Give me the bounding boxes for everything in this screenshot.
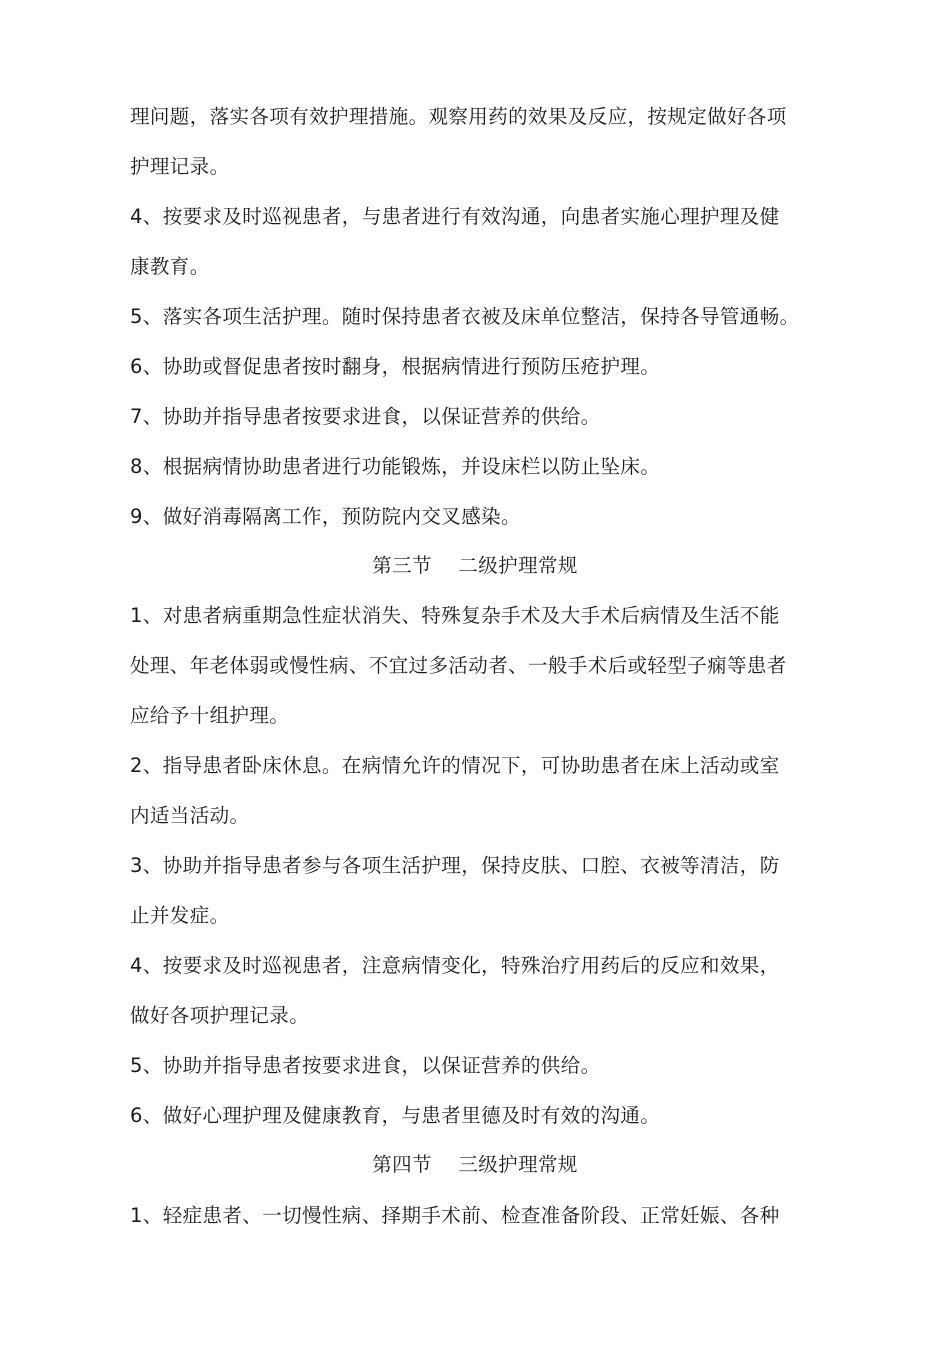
list-item: 9、做好消毒隔离工作，预防院内交叉感染。 xyxy=(130,505,521,528)
list-item-line: 4、按要求及时巡视患者，注意病情变化，特殊治疗用药后的反应和效果， xyxy=(130,954,780,977)
list-item: 5、协助并指导患者按要求进食，以保证营养的供给。 xyxy=(130,1054,601,1077)
paragraph-line: 护理记录。 xyxy=(130,155,230,178)
list-item-line: 应给予十组护理。 xyxy=(130,704,290,727)
list-item-line: 康教育。 xyxy=(130,255,210,278)
list-item: 7、协助并指导患者按要求进食，以保证营养的供给。 xyxy=(130,405,601,428)
list-item: 6、做好心理护理及健康教育，与患者里德及时有效的沟通。 xyxy=(130,1104,661,1127)
list-item-line: 处理、年老体弱或慢性病、不宜过多活动者、一般手术后或轻型子痫等患者 xyxy=(130,654,787,677)
list-item-line: 止并发症。 xyxy=(130,904,230,927)
section-heading: 第四节 三级护理常规 xyxy=(372,1153,578,1176)
list-item-line: 做好各项护理记录。 xyxy=(130,1004,310,1027)
list-item: 8、根据病情协助患者进行功能锻炼，并设床栏以防止坠床。 xyxy=(130,455,661,478)
list-item: 5、落实各项生活护理。随时保持患者衣被及床单位整洁，保持各导管通畅。 xyxy=(130,305,800,328)
list-item-line: 1、轻症患者、一切慢性病、择期手术前、检查准备阶段、正常妊娠、各种 xyxy=(130,1204,780,1227)
list-item-line: 3、协助并指导患者参与各项生活护理，保持皮肤、口腔、衣被等清洁，防 xyxy=(130,854,780,877)
section-heading: 第三节 二级护理常规 xyxy=(372,554,578,577)
list-item-line: 内适当活动。 xyxy=(130,804,250,827)
list-item: 6、协助或督促患者按时翻身，根据病情进行预防压疮护理。 xyxy=(130,355,661,378)
paragraph-line: 理问题，落实各项有效护理措施。观察用药的效果及反应，按规定做好各项 xyxy=(130,105,787,128)
list-item-line: 1、对患者病重期急性症状消失、特殊复杂手术及大手术后病情及生活不能 xyxy=(130,604,780,627)
list-item-line: 2、指导患者卧床休息。在病情允许的情况下，可协助患者在床上活动或室 xyxy=(130,754,780,777)
list-item-line: 4、按要求及时巡视患者，与患者进行有效沟通，向患者实施心理护理及健 xyxy=(130,205,780,228)
